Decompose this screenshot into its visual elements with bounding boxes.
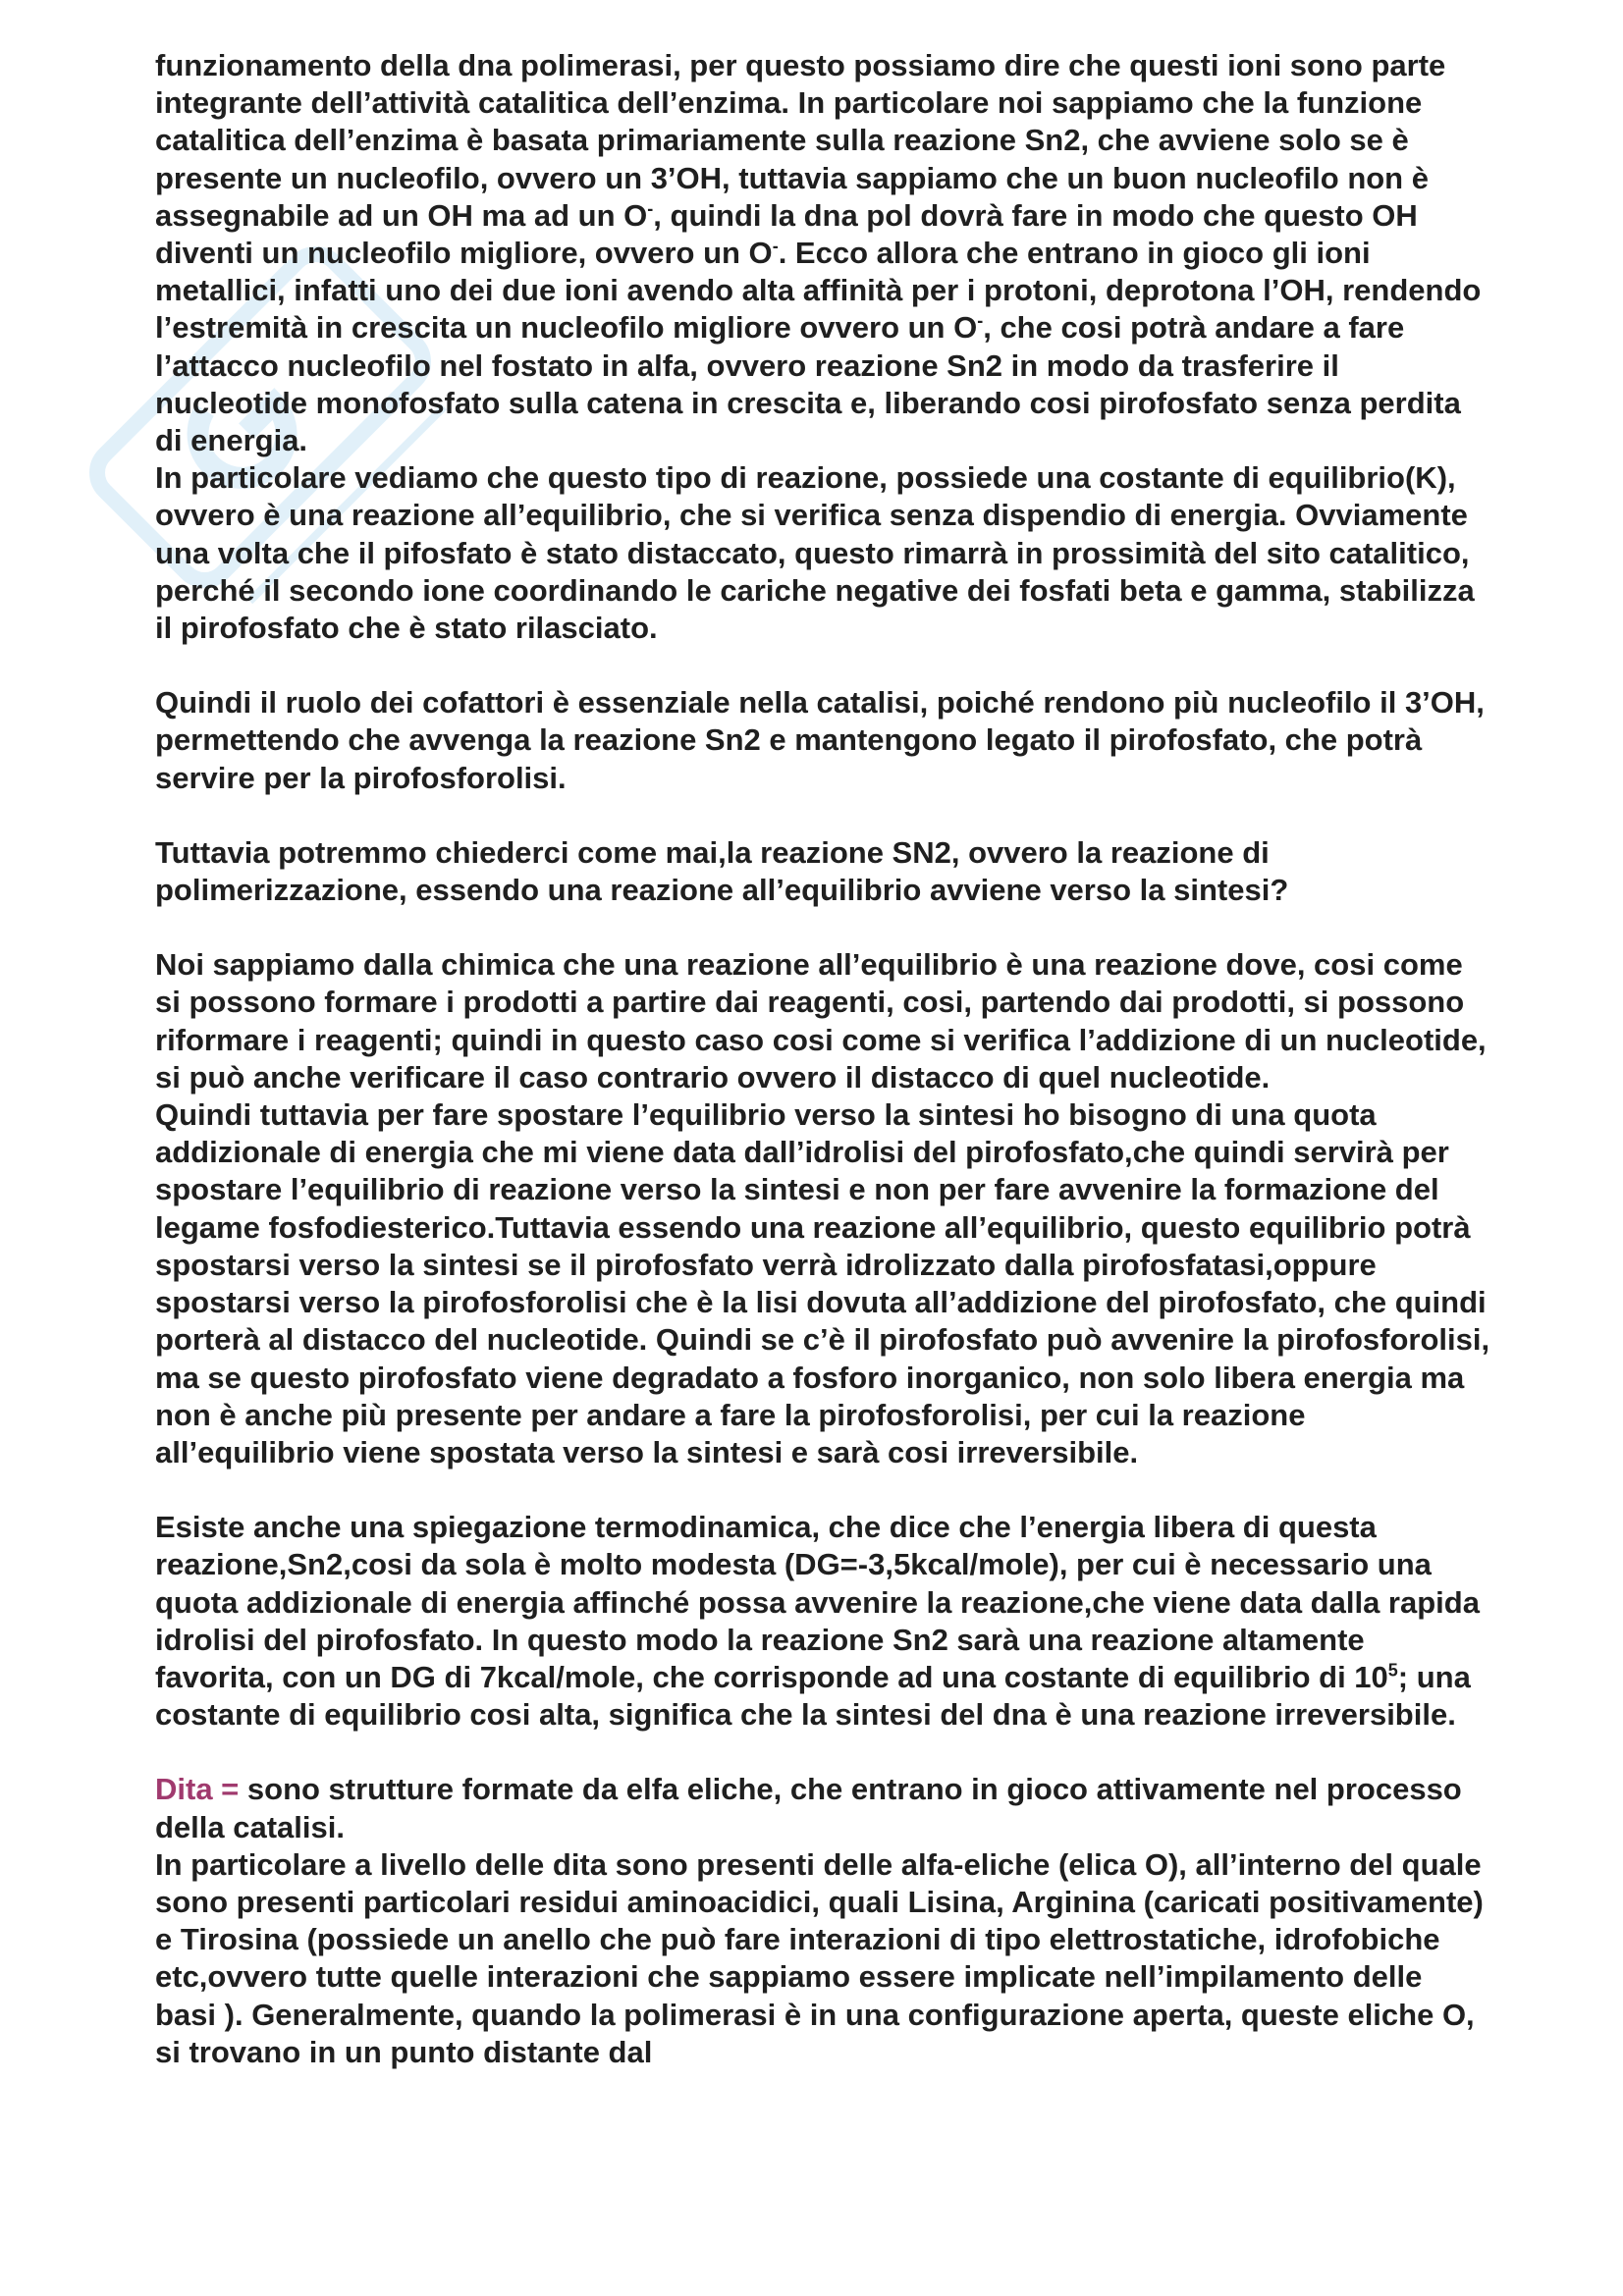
paragraph-gap xyxy=(155,909,1490,946)
paragraph-metal-ions: funzionamento della dna polimerasi, per questo possiamo dire che questi ioni sono parte integrante dell’attività catalitica dell’enzima. In particolare noi sappiamo che la funzione catalitica dell’enzima è basata primariamente sulla reazione Sn2, che avviene solo se è presente un nucleofilo, ovvero un 3’OH, tuttavia sappiamo che un buon nucleofilo non è assegnabile ad un OH ma ad un O-, quindi la dna pol dovrà fare in modo che questo OH diventi un nucleofilo migliore, ovvero un O-. Ecco allora che entrano in gioco gli ioni metallici, infatti uno dei due ioni avendo alta affinità per i protoni, deprotona l’OH, rendendo l’estremità in crescita un nucleofilo migliore ovvero un O-, che cosi potrà andare a fare l’attacco nucleofilo nel fostato in alfa, ovvero reazione Sn2 in modo da trasferire il nucleotide monofosfato sulla catena in crescita e, liberando cosi pirofosfato senza perdita di energia. xyxy=(155,48,1482,458)
paragraph-pyrophosphate: Quindi tuttavia per fare spostare l’equilibrio verso la sintesi ho bisogno di una quota addizionale di energia che mi viene data dall’idrolisi del pirofosfato,che quindi servirà per spostare l’equilibrio di reazione verso la sintesi e non per fare avvenire la formazione del legame fosfodiesterico.Tuttavia essendo una reazione all’equilibrio, questo equilibrio potrà spostarsi verso la sintesi se il pirofosfato verrà idrolizzato dalla pirofosfatasi,oppure spostarsi verso la pirofosforolisi che è la lisi dovuta all’addizione del pirofosfato, che quindi porterà al distacco del nucleotide. Quindi se c’è il pirofosfato può avvenire la pirofosforolisi, ma se questo pirofosfato viene degradato a fosforo inorganico, non solo libera energia ma non è anche più presente per andare a fare la pirofosforolisi, per cui la reazione all’equilibrio viene spostata verso la sintesi e sarà cosi irreversibile. xyxy=(155,1097,1490,1469)
superscript-exponent: 5 xyxy=(1387,1660,1398,1681)
paragraph-gap xyxy=(155,1471,1490,1509)
paragraph-o-helix: In particolare a livello delle dita sono presenti delle alfa-eliche (elica O), all’interno del quale sono presenti particolari residui aminoacidici, quali Lisina, Arginina (caricati positivamente) e Tirosina (possiede un anello che può fare interazioni di tipo elettrostatiche, idrofobiche etc,ovvero tutte quelle interazioni che sappiamo essere implicate nell’impilamento delle basi ). Generalmente, quando la polimerasi è in una configurazione aperta, queste eliche O, si trovano in un punto distante dal xyxy=(155,1846,1484,2069)
paragraph-gap xyxy=(155,647,1490,684)
superscript-minus: - xyxy=(772,236,779,256)
paragraph-cofactors: Quindi il ruolo dei cofattori è essenziale nella catalisi, poiché rendono più nucleofilo il 3’OH, permettendo che avvenga la reazione Sn2 e mantengono legato il pirofosfato, che potrà servire per la pirofosforolisi. xyxy=(155,685,1485,795)
superscript-minus: - xyxy=(977,311,984,332)
paragraph-fingers: Dita = sono strutture formate da elfa eliche, che entrano in gioco attivamente nel processo della catalisi. xyxy=(155,1772,1462,1844)
paragraph-gap xyxy=(155,1734,1490,1771)
document-text xyxy=(155,47,1490,2071)
superscript-minus: - xyxy=(647,198,654,219)
paragraph-thermodynamics: Esiste anche una spiegazione termodinamica, che dice che l’energia libera di questa reazione,Sn2,cosi da sola è molto modesta (DG=-3,5kcal/mole), per cui è necessario una quota addizionale di energia affinché possa avvenire la reazione,che viene data dalla rapida idrolisi del pirofosfato. In questo modo la reazione Sn2 sarà una reazione altamente favorita, con un DG di 7kcal/mole, che corrisponde ad una costante di equilibrio di $10^5$; una costante di equilibrio cosi alta, significa che la sintesi del dna è una reazione irreversibile. xyxy=(155,1510,1480,1733)
paragraph-question: Tuttavia potremmo chiederci come mai,la reazione SN2, ovvero la reazione di polimerizzazione, essendo una reazione all’equilibrio avviene verso la sintesi? xyxy=(155,834,1289,908)
paragraph-chemistry: Noi sappiamo dalla chimica che una reazione all’equilibrio è una reazione dove, cosi come si possono formare i prodotti a partire dai reagenti, cosi, partendo dai prodotti, si possono riformare i reagenti; quindi in questo caso cosi come si verifica l’addizione di un nucleotide, si può anche verificare il caso contrario ovvero il distacco di quel nucleotide. xyxy=(155,947,1487,1095)
term-dita: Dita = xyxy=(155,1772,240,1807)
paragraph-gap xyxy=(155,797,1490,834)
paragraph-equilibrium-constant: In particolare vediamo che questo tipo di reazione, possiede una costante di equilibrio(K), ovvero è una reazione all’equilibrio, che si verifica senza dispendio di energia. Ovviamente una volta che il pifosfato è stato distaccato, questo rimarrà in prossimità del sito catalitico, perché il secondo ione coordinando le cariche negative dei fosfati beta e gamma, stabilizza il pirofosfato che è stato rilasciato. xyxy=(155,460,1475,646)
